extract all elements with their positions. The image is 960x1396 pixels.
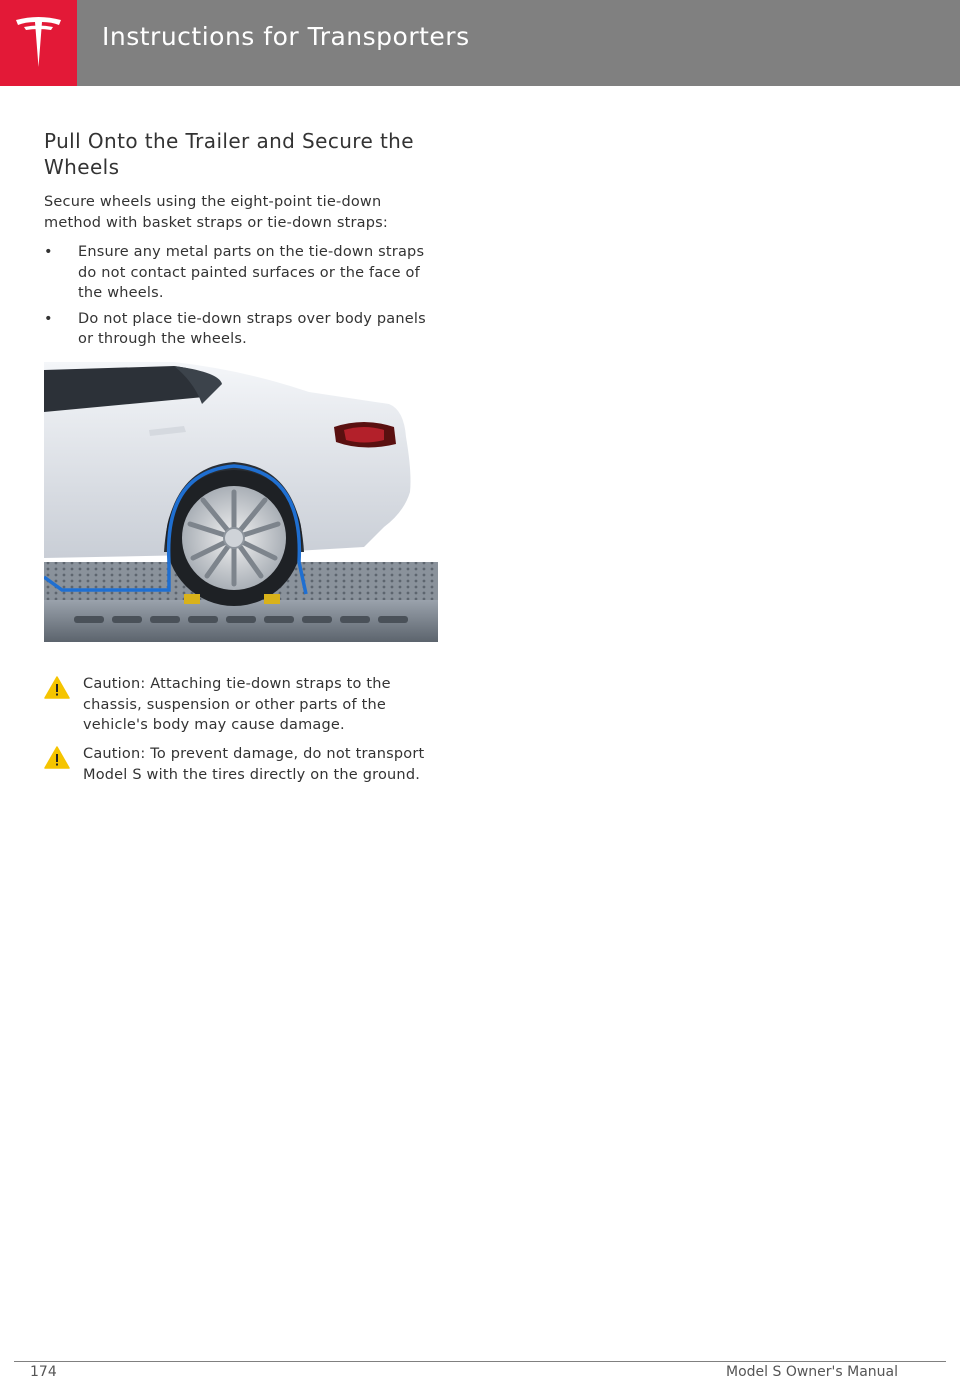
bullet-marker: • bbox=[44, 244, 53, 260]
footer-manual-title: Model S Owner's Manual bbox=[726, 1364, 898, 1380]
caution-text: Caution: To prevent damage, do not transport Model S with the tires directly on the ground. bbox=[83, 746, 425, 783]
section-title: Pull Onto the Trailer and Secure the Wheels bbox=[44, 129, 414, 179]
page-header bbox=[0, 0, 960, 86]
bullet-marker: • bbox=[44, 310, 53, 327]
tesla-logo bbox=[0, 0, 77, 86]
page-header-title: Instructions for Transporters bbox=[102, 22, 470, 51]
caution-note bbox=[44, 674, 438, 736]
section-intro: Secure wheels using the eight-point tie-down method with basket straps or tie-down straps: bbox=[44, 194, 388, 231]
section-content bbox=[44, 128, 438, 355]
warning-icon bbox=[44, 676, 70, 699]
footer-divider bbox=[14, 1361, 946, 1362]
bullet-list bbox=[44, 242, 438, 350]
list-item bbox=[44, 309, 438, 350]
caution-note bbox=[44, 744, 438, 785]
car-on-trailer-illustration bbox=[44, 362, 438, 658]
tesla-logo-icon bbox=[14, 17, 63, 69]
caution-text: Caution: Attaching tie-down straps to the chassis, suspension or other parts of the vehicle's body may cause damage. bbox=[83, 676, 391, 733]
warning-icon bbox=[44, 746, 70, 769]
list-item bbox=[44, 242, 438, 304]
bullet-text: Ensure any metal parts on the tie-down straps do not contact painted surfaces or the face of the wheels. bbox=[78, 244, 425, 301]
bullet-text: Do not place tie-down straps over body panels or through the wheels. bbox=[78, 310, 426, 347]
page-number: 174 bbox=[30, 1364, 57, 1380]
